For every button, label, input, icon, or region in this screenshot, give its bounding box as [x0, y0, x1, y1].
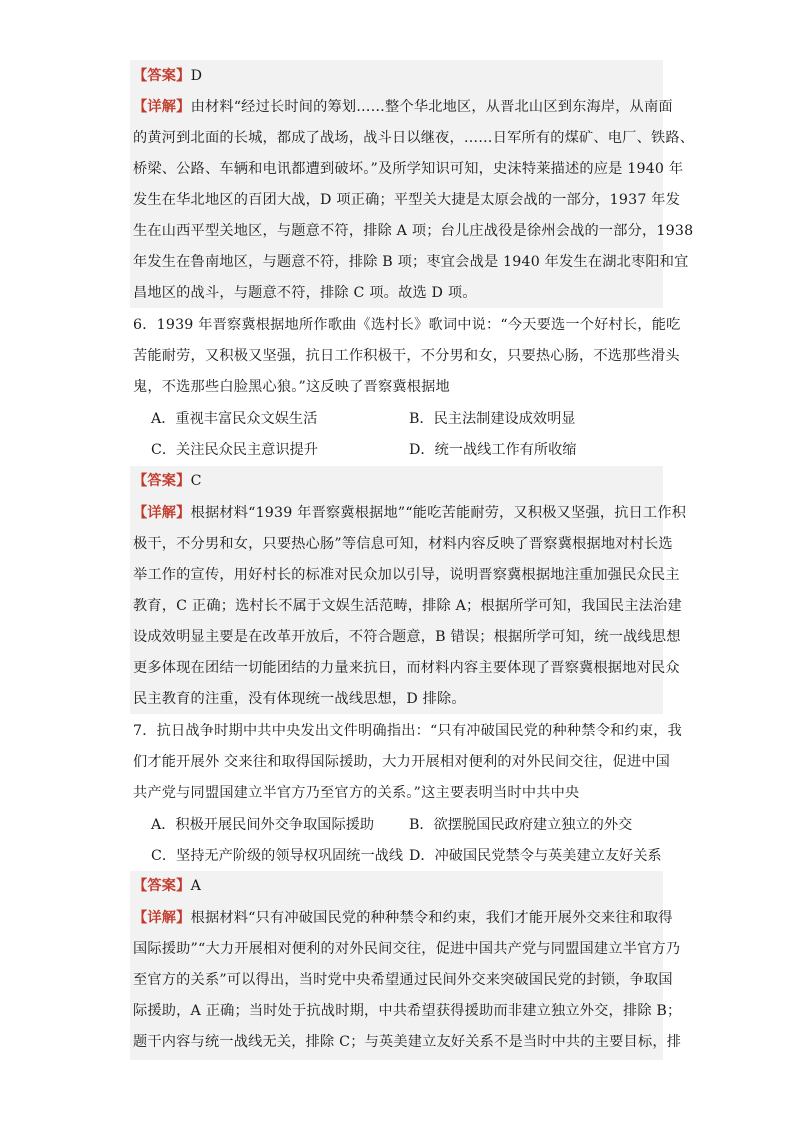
answer-line-6	[133, 466, 668, 496]
answer-tag: 【答案】	[133, 68, 191, 84]
detail-line: 设成效明显主要是在改革开放后，不符合题意，B 错误；根据所学可知，统一战线思想	[133, 629, 681, 645]
detail-line: 更多体现在团结一切能团结的力量来抗日，而材料内容主要体现了晋察冀根据地对民众	[133, 660, 680, 676]
detail-text: 根据材料“1939 年晋察冀根据地”“能吃苦能耐劳，又积极又坚强，抗日工作积	[190, 505, 687, 521]
answer-tag: 【答案】	[133, 878, 191, 894]
detail-text: 根据材料“只有冲破国民党的种种禁令和约束，我们才能开展外交来往和取得	[190, 910, 673, 926]
detail-line: 至官方的关系”可以得出，当时党中央希望通过民间外交来突破国民党的封锁，争取国	[133, 972, 673, 988]
question-stem-line: 6．1939 年晋察冀根据地所作歌曲《选村长》歌词中说：“今天要选一个好村长，能吃	[133, 317, 681, 333]
option-d: D．冲破国民党禁令与英美建立友好关系	[409, 848, 662, 864]
detail-line: 举工作的宣传，用好村长的标准对民众加以引导，说明晋察冀根据地注重加强民众民主	[133, 567, 680, 583]
option-b: B．民主法制建设成效明显	[409, 411, 576, 427]
detail-line: 际援助，A 正确；当时处于抗战时期，中共希望获得援助而非建立独立外交，排除 B；	[133, 1003, 682, 1019]
answer-value: A	[190, 878, 202, 894]
detail-line: 桥梁、公路、车辆和电讯都遭到破坏。”及所学知识可知，史沫特莱描述的应是 1940 年	[133, 161, 684, 177]
detail-line: 国际援助”“大力开展相对便利的对外民间交往，促进中国共产党与同盟国建立半官方乃	[133, 941, 681, 957]
answer-value: C	[190, 473, 202, 489]
detail-line	[133, 903, 673, 933]
detail-tag: 【详解】	[133, 99, 191, 115]
detail-line: 民主教育的注重，没有体现统一战线思想，D 排除。	[133, 691, 466, 707]
detail-line: 发生在华北地区的百团大战，D 项正确；平型关大捷是太原会战的一部分，1937 年发	[133, 192, 681, 208]
question-stem-line: 鬼，不选那些白脸黑心狼。”这反映了晋察冀根据地	[133, 379, 450, 395]
option-c: C．坚持无产阶级的领导权巩固统一战线	[151, 848, 404, 864]
question-stem-line: 共产党与同盟国建立半官方乃至官方的关系。”这主要表明当时中共中央	[133, 785, 580, 801]
question-stem-line: 们才能开展外 交来往和取得国际援助，大力开展相对便利的对外民间交往，促进中国	[133, 754, 671, 770]
question-stem-line: 苦能耐劳，又积极又坚强，抗日工作积极干，不分男和女，只要热心肠，不选那些滑头	[133, 348, 680, 364]
detail-text: 由材料“经过长时间的筹划……整个华北地区，从晋北山区到东海岸，从南面	[190, 99, 673, 115]
option-c: C．关注民众民主意识提升	[151, 442, 318, 458]
detail-line: 的黄河到北面的长城，都成了战场，战斗日以继夜，……日军所有的煤矿、电厂、铁路、	[133, 130, 695, 146]
detail-tag: 【详解】	[133, 910, 191, 926]
question-stem-line: 7．抗日战争时期中共中央发出文件明确指出：“只有冲破国民党的种种禁令和约束，我	[133, 723, 683, 739]
option-d: D．统一战线工作有所收缩	[409, 442, 577, 458]
detail-line	[133, 498, 687, 528]
answer-line-5	[133, 61, 668, 91]
answer-tag: 【答案】	[133, 473, 191, 489]
option-a: A．重视丰富民众文娱生活	[151, 411, 318, 427]
detail-tag: 【详解】	[133, 505, 191, 521]
option-a: A．积极开展民间外交争取国际援助	[151, 817, 375, 833]
detail-line: 年发生在鲁南地区，与题意不符，排除 B 项；枣宜会战是 1940 年发生在湖北枣阳和宜	[133, 254, 689, 270]
detail-line: 题干内容与统一战线无关，排除 C；与英美建立友好关系不是当时中共的主要目标，排	[133, 1034, 682, 1050]
detail-line: 极干，不分男和女，只要热心肠”等信息可知，材料内容反映了晋察冀根据地对村长选	[133, 536, 673, 552]
detail-line: 昌地区的战斗，与题意不符，排除 C 项。故选 D 项。	[133, 285, 477, 301]
detail-line: 生在山西平型关地区，与题意不符，排除 A 项；台儿庄战役是徐州会战的一部分，1938	[133, 223, 694, 239]
option-b: B．欲摆脱国民政府建立独立的外交	[409, 817, 633, 833]
detail-line: 教育，C 正确；选村长不属于文娱生活范畴，排除 A；根据所学可知，我国民主法治建	[133, 598, 682, 614]
answer-value: D	[190, 68, 203, 84]
answer-line-7	[133, 871, 668, 901]
detail-line	[133, 92, 673, 122]
